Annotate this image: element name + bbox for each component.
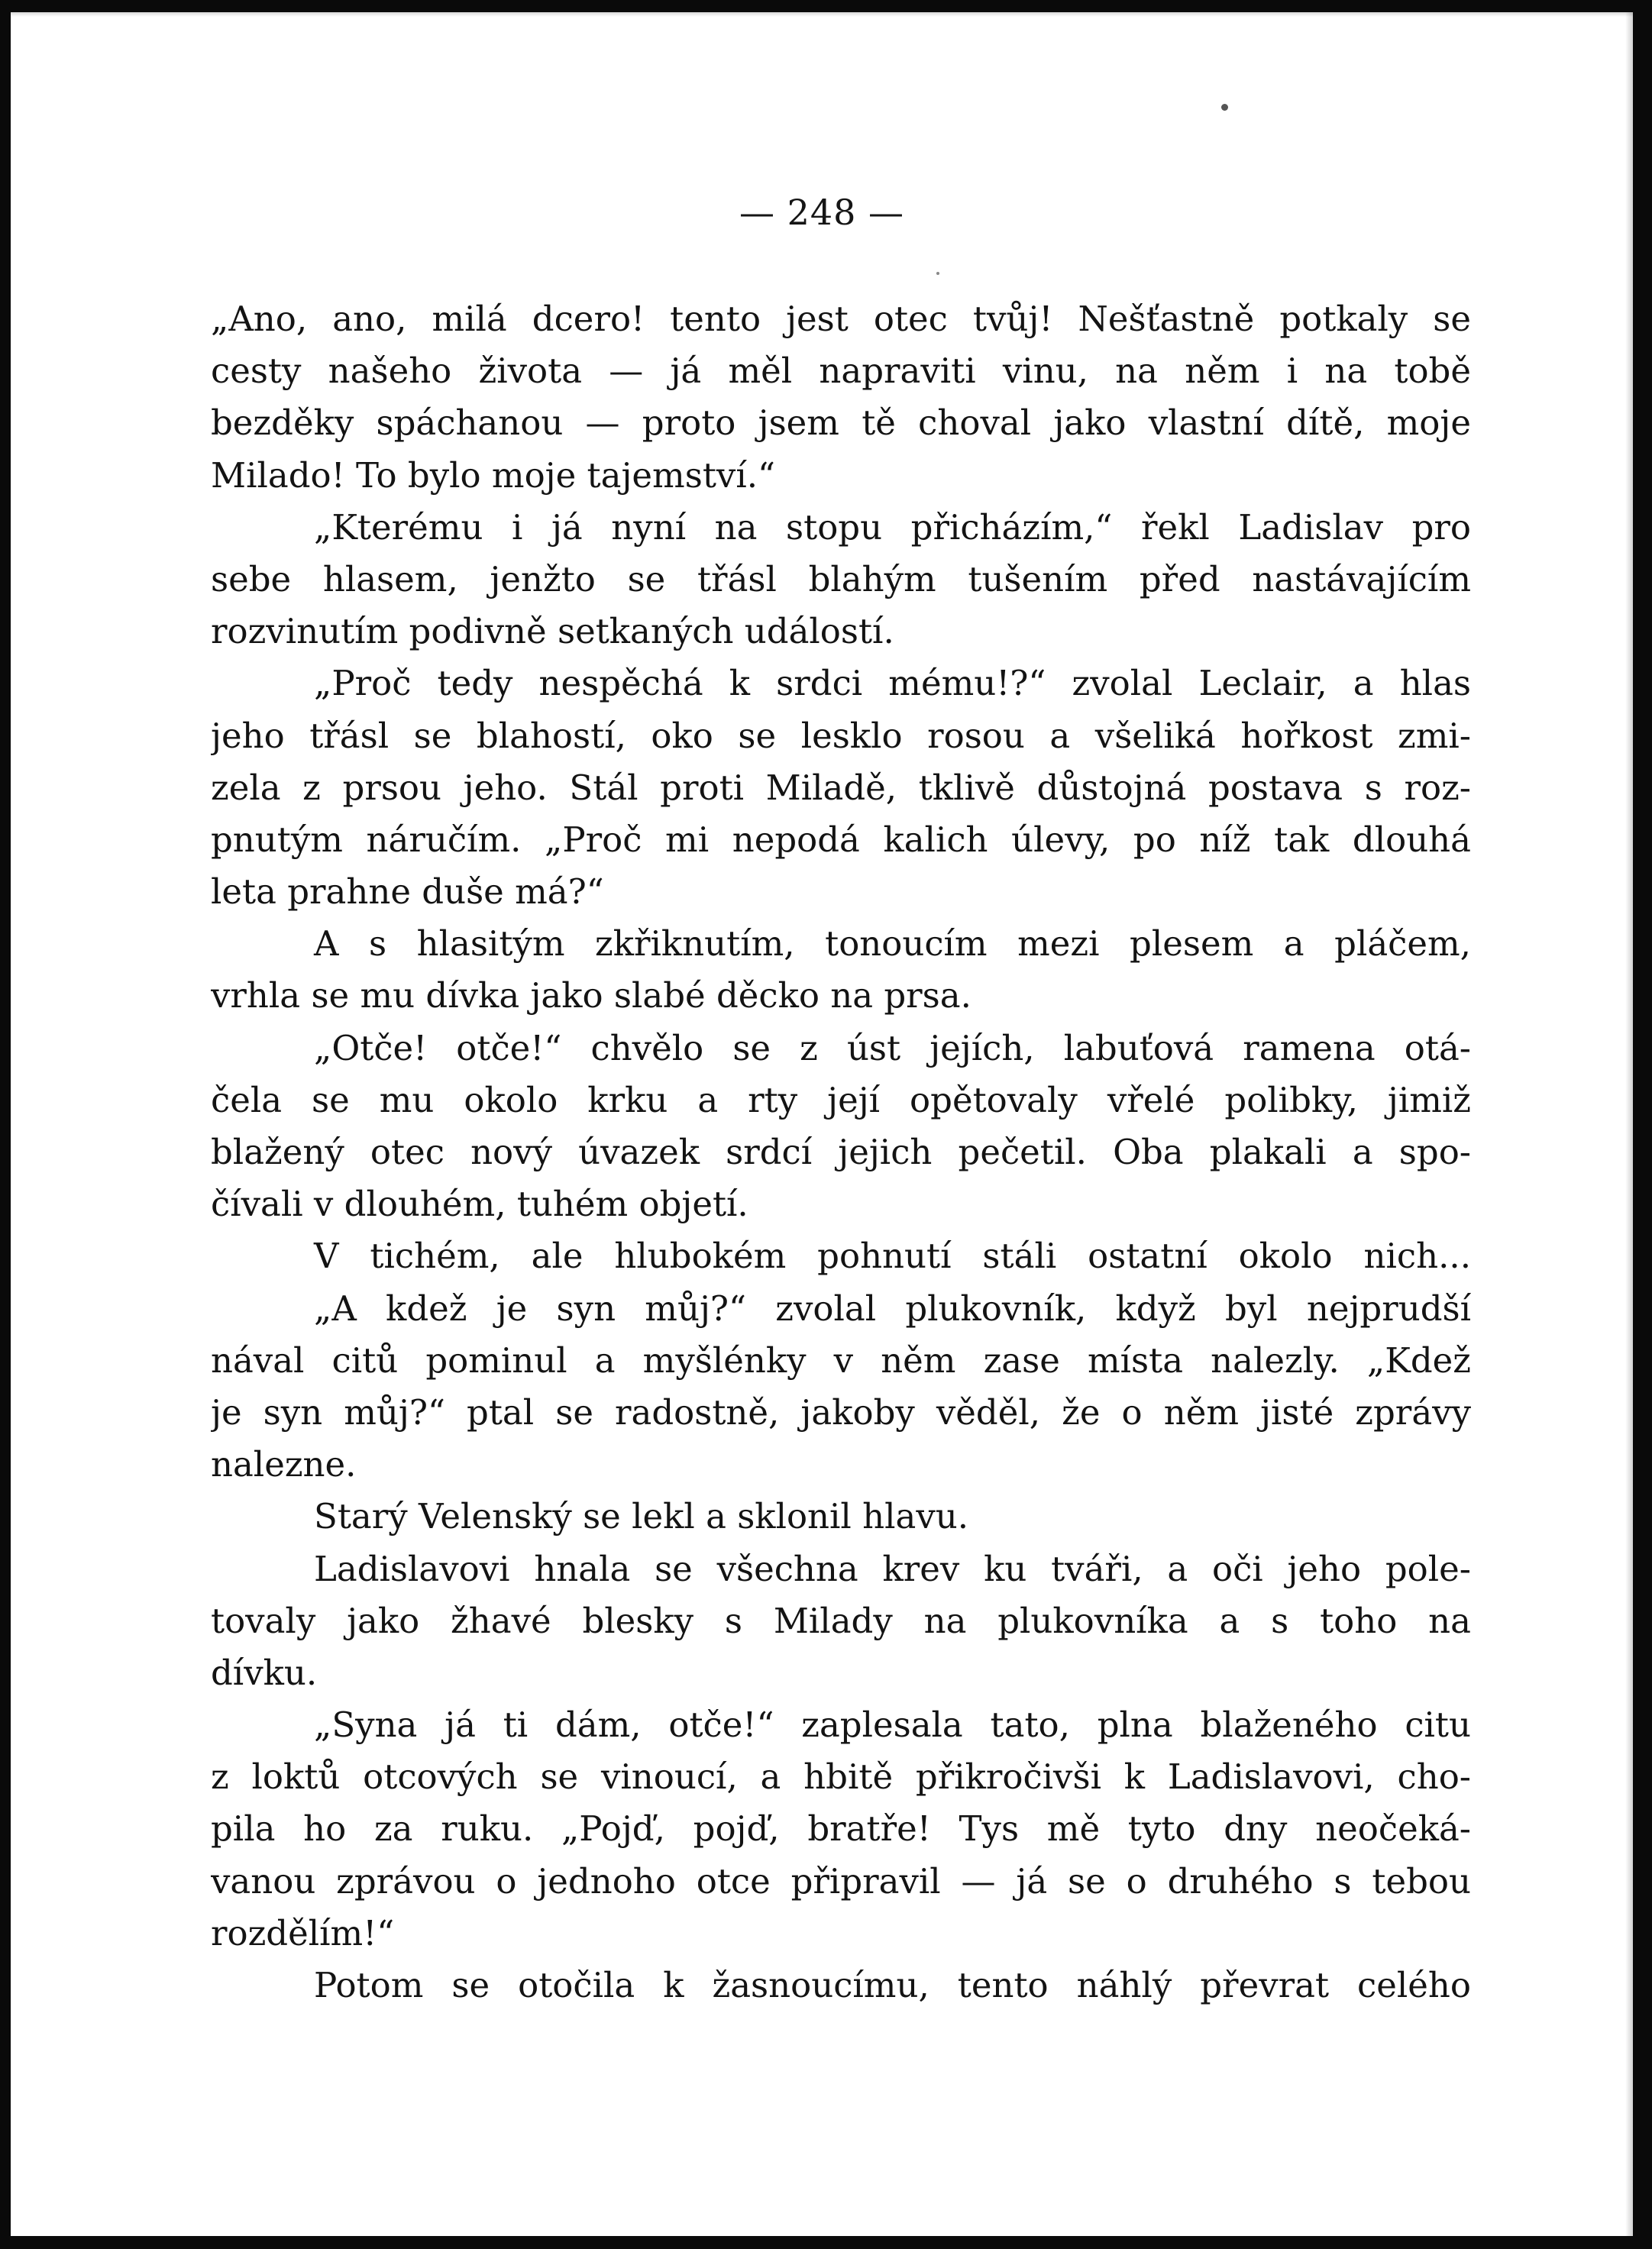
page-number: — 248 — <box>739 192 905 233</box>
text-line: zela z prsou jeho. Stál proti Miladě, tklivě důstojná postava s roz- <box>211 767 1471 808</box>
text-line: rozdělím!“ <box>211 1912 395 1953</box>
text-line: tovaly jako žhavé blesky s Milady na plukovníka a s toho na <box>211 1600 1471 1641</box>
text-line: „Otče! otče!“ chvělo se z úst jejích, labuťová ramena otá- <box>314 1027 1471 1068</box>
page-right-shadow <box>1625 12 1633 2236</box>
ink-speck <box>1221 104 1228 111</box>
ink-speck <box>936 272 939 275</box>
text-line: cesty našeho života — já měl napraviti vinu, na něm i na tobě <box>211 351 1471 392</box>
text-line: leta prahne duše má?“ <box>211 871 604 913</box>
body-text <box>211 293 1471 2011</box>
text-line: pnutým náručím. „Proč mi nepodá kalich úlevy, po níž tak dlouhá <box>211 819 1471 860</box>
text-line: jeho třásl se blahostí, oko se lesklo rosou a všeliká hořkost zmi- <box>211 715 1471 756</box>
text-line: „A kdež je syn můj?“ zvolal plukovník, když byl nejprudší <box>314 1288 1471 1329</box>
book-page <box>11 12 1633 2236</box>
text-line: Milado! To bylo moje tajemství.“ <box>211 454 776 496</box>
text-line: „Syna já ti dám, otče!“ zaplesala tato, plna blaženého citu <box>314 1705 1471 1746</box>
text-line: Potom se otočila k žasnoucímu, tento náhlý převrat celého <box>314 1965 1471 2005</box>
text-line: rozvinutím podivně setkaných událostí. <box>211 611 894 652</box>
text-line: Ladislavovi hnala se všechna krev ku tváři, a oči jeho pole- <box>314 1548 1471 1589</box>
text-line: čívali v dlouhém, tuhém objetí. <box>211 1184 748 1225</box>
text-line: „Kterému i já nyní na stopu přicházím,“ řekl Ladislav pro <box>314 506 1471 548</box>
text-line: A s hlasitým zkřiknutím, tonoucím mezi plesem a pláčem, <box>314 923 1471 965</box>
text-line: nalezne. <box>211 1444 357 1485</box>
text-line: je syn můj?“ ptal se radostně, jakoby věděl, že o něm jisté zprávy <box>211 1391 1471 1433</box>
text-line: bezděky spáchanou — proto jsem tě choval jako vlastní dítě, moje <box>211 402 1471 444</box>
text-line: blažený otec nový úvazek srdcí jejich pečetil. Oba plakali a spo- <box>211 1132 1471 1172</box>
text-line: nával citů pominul a myšlénky v něm zase místa nalezly. „Kdež <box>211 1339 1471 1381</box>
text-line: V tichém, ale hlubokém pohnutí stáli ostatní okolo nich... <box>314 1236 1471 1277</box>
text-line: Starý Velenský se lekl a sklonil hlavu. <box>314 1496 969 1537</box>
text-line: čela se mu okolo krku a rty její opětovaly vřelé polibky, jimiž <box>211 1079 1471 1120</box>
text-line: dívku. <box>211 1652 318 1693</box>
text-line: „Ano, ano, milá dcero! tento jest otec tvůj! Nešťastně potkaly se <box>211 299 1471 339</box>
text-line: pila ho za ruku. „Pojď, pojď, bratře! Tys mě tyto dny neočeká- <box>211 1808 1471 1850</box>
page-top-shadow <box>11 12 1633 17</box>
text-line: vanou zprávou o jednoho otce připravil — já se o druhého s tebou <box>211 1860 1471 1902</box>
text-line: sebe hlasem, jenžto se třásl blahým tušením před nastávajícím <box>211 558 1471 599</box>
text-line: z loktů otcových se vinoucí, a hbitě přikročivši k Ladislavovi, cho- <box>211 1756 1471 1798</box>
text-line: „Proč tedy nespěchá k srdci mému!?“ zvolal Leclair, a hlas <box>314 663 1471 704</box>
text-line: vrhla se mu dívka jako slabé děcko na prsa. <box>211 975 971 1016</box>
